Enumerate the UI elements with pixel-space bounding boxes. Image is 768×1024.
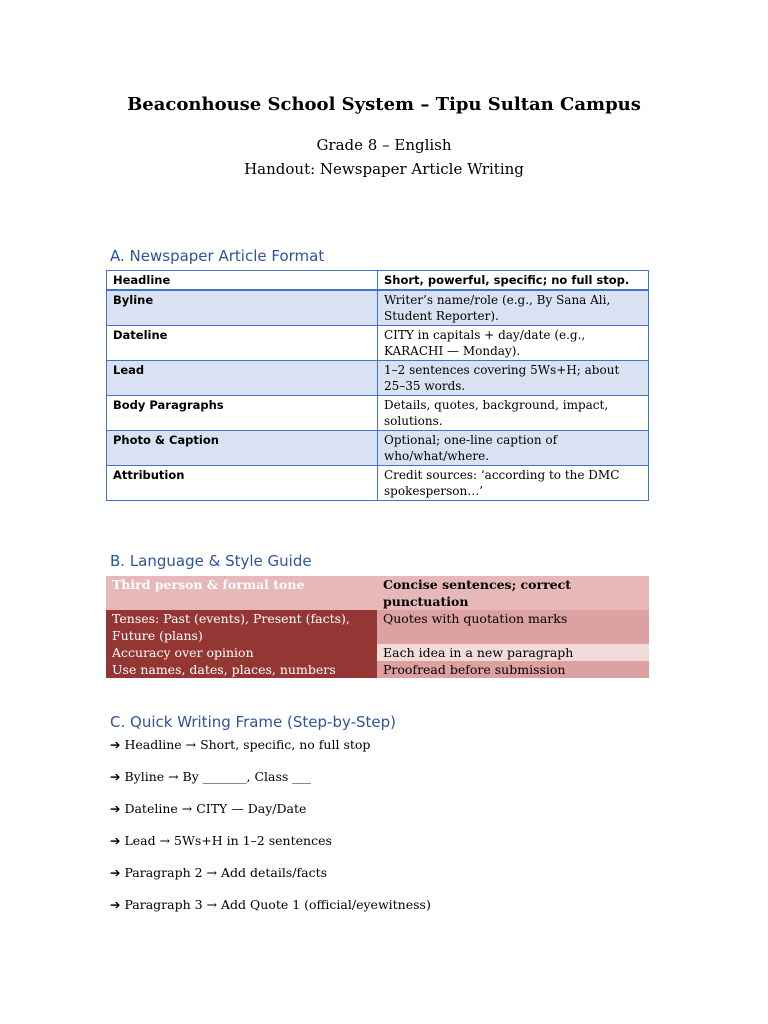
format-description: 1–2 sentences covering 5Ws+H; about 25–35 words. [378, 361, 649, 396]
table-row [107, 466, 649, 501]
format-description: Writer’s name/role (e.g., By Sana Ali, Student Reporter). [378, 290, 649, 326]
format-description: Details, quotes, background, impact, solutions. [378, 396, 649, 431]
format-description: Short, powerful, specific; no full stop. [378, 271, 649, 291]
format-description: Credit sources: ‘according to the DMC spokesperson…’ [378, 466, 649, 501]
table-row [107, 290, 649, 326]
format-term: Lead [107, 361, 378, 396]
writing-step: ➔ Headline → Short, specific, no full stop [110, 737, 371, 752]
table-row [106, 644, 649, 661]
format-term: Body Paragraphs [107, 396, 378, 431]
table-row [106, 576, 649, 610]
style-tip-right: Each idea in a new paragraph [377, 644, 649, 661]
handout-subtitle: Handout: Newspaper Article Writing [244, 160, 524, 178]
table-row [107, 431, 649, 466]
article-format-table [106, 270, 649, 501]
format-term: Headline [107, 271, 378, 291]
writing-step: ➔ Byline → By _______, Class ___ [110, 769, 312, 784]
format-term: Dateline [107, 326, 378, 361]
table-row [107, 326, 649, 361]
school-title: Beaconhouse School System – Tipu Sultan Campus [127, 94, 641, 115]
table-row [107, 271, 649, 291]
style-guide-table [106, 576, 649, 678]
writing-step: ➔ Dateline → CITY — Day/Date [110, 801, 307, 816]
style-tip-left: Use names, dates, places, numbers [106, 661, 377, 678]
style-tip-right: Concise sentences; correct punctuation [377, 576, 649, 610]
format-description: CITY in capitals + day/date (e.g., KARACHI — Monday). [378, 326, 649, 361]
table-row [107, 396, 649, 431]
grade-subtitle: Grade 8 – English [316, 136, 452, 154]
style-tip-left: Accuracy over opinion [106, 644, 377, 661]
writing-step: ➔ Paragraph 2 → Add details/facts [110, 865, 328, 880]
section-b-heading: B. Language & Style Guide [110, 552, 312, 570]
format-term: Photo & Caption [107, 431, 378, 466]
table-row [106, 610, 649, 644]
style-tip-right: Quotes with quotation marks [377, 610, 649, 644]
table-row [107, 361, 649, 396]
table-row [106, 661, 649, 678]
section-a-heading: A. Newspaper Article Format [110, 247, 325, 265]
format-term: Attribution [107, 466, 378, 501]
section-c-heading: C. Quick Writing Frame (Step-by-Step) [110, 713, 397, 731]
style-tip-right: Proofread before submission [377, 661, 649, 678]
writing-step: ➔ Paragraph 3 → Add Quote 1 (official/eyewitness) [110, 897, 431, 912]
format-description: Optional; one-line caption of who/what/where. [378, 431, 649, 466]
style-tip-left: Tenses: Past (events), Present (facts), Future (plans) [106, 610, 377, 644]
format-term: Byline [107, 290, 378, 326]
writing-step: ➔ Lead → 5Ws+H in 1–2 sentences [110, 833, 332, 848]
style-tip-left: Third person & formal tone [106, 576, 377, 610]
